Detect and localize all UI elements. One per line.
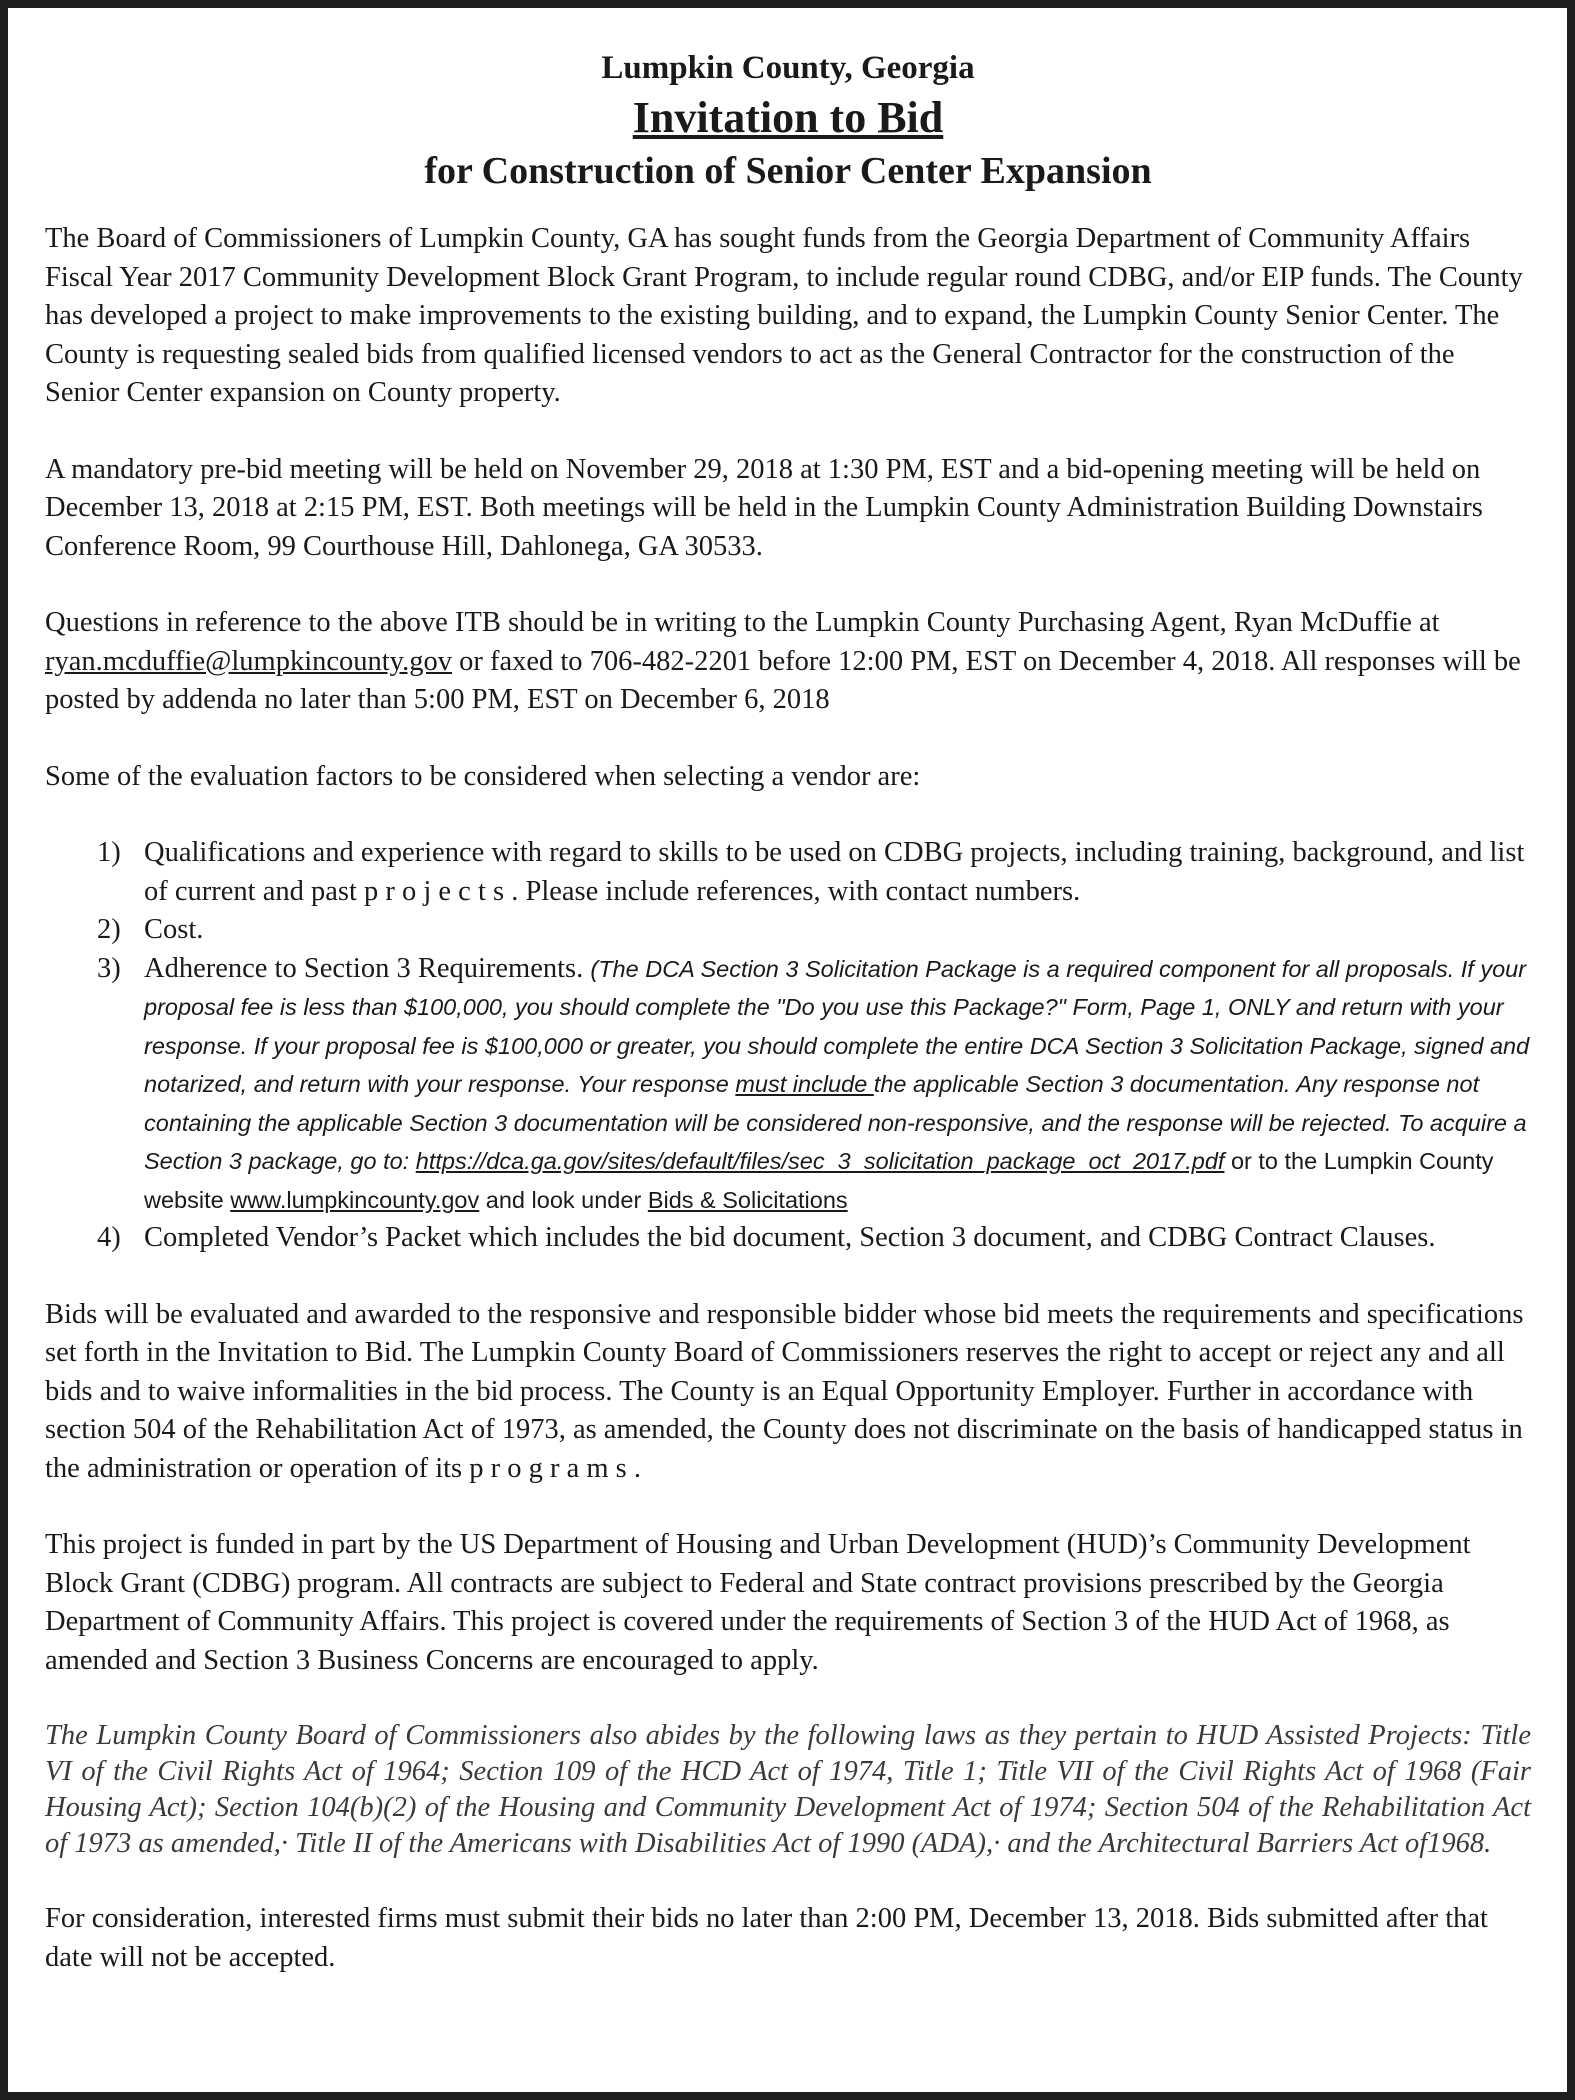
- dca-package-link[interactable]: https://dca.ga.gov/sites/default/files/sec_3_solicitation_package_oct_2017.pdf: [415, 1148, 1225, 1174]
- bids-solicitations-link[interactable]: Bids & Solicitations: [647, 1186, 848, 1213]
- questions-text-after: or faxed to 706-482-2201 before 12:00 PM, EST on December 4, 2018. All responses will be posted by addenda no later than 5:00 PM, EST on December 6, 2018: [45, 645, 1521, 715]
- list-text: Completed Vendor’s Packet which includes the bid document, Section 3 document, and CDBG Contract Clauses.: [144, 1222, 1436, 1253]
- list-number: 4): [97, 1222, 121, 1253]
- questions-paragraph: [45, 604, 1531, 720]
- list-item: [45, 1219, 1531, 1258]
- list-text: Qualifications and experience with regard to skills to be used on CDBG projects, including training, background, and list of current and past p r o j e c t s . Please include references, with contact numbers.: [144, 837, 1525, 907]
- list-number: 3): [97, 952, 121, 984]
- evaluation-paragraph: Bids will be evaluated and awarded to the responsive and responsible bidder whose bid meets the requirements and specifications set forth in the Invitation to Bid. The Lumpkin County Board of Commissioners reserves the right to accept or reject any and all bids and to waive informalities in the bid process. The County is an Equal Opportunity Employer. Further in accordance with section 504 of the Rehabilitation Act of 1973, as amended, the County does not discriminate on the basis of handicapped status in the administration or operation of its p r o g r a m s .: [45, 1298, 1524, 1484]
- section3-lead: Adherence to Section 3 Requirements.: [144, 952, 591, 984]
- county-website-link[interactable]: www.lumpkincounty.gov: [230, 1186, 480, 1213]
- laws-paragraph: The Lumpkin County Board of Commissioners also abides by the following laws as they pertain to HUD Assisted Projects: Title VI of the Civil Rights Act of 1964; Section 109 of the HCD Act of 1974, Title 1; Title VII of the Civil Rights Act of 1968 (Fair Housing Act); Section 104(b)(2) of the Housing and Community Development Act of 1974; Section 504 of the Rehabilitation Act of 1973 as amended,· Title II of the Americans with Disabilities Act of 1990 (ADA),· and the Architectural Barriers Act of1968.: [45, 1720, 1531, 1859]
- deadline-paragraph: For consideration, interested firms must submit their bids no later than 2:00 PM, December 13, 2018. Bids submitted after that date will not be accepted.: [45, 1903, 1488, 1973]
- intro-paragraph: The Board of Commissioners of Lumpkin County, GA has sought funds from the Georgia Department of Community Affairs Fiscal Year 2017 Community Development Block Grant Program, to include regular round CDBG, and/or EIP funds. The County has developed a project to make improvements to the existing building, and to expand, the Lumpkin County Senior Center. The County is requesting sealed bids from qualified licensed vendors to act as the General Contractor for the construction of the Senior Center expansion on County property.: [45, 223, 1523, 408]
- list-text: Cost.: [144, 914, 204, 945]
- must-include-text: must include: [735, 1071, 874, 1097]
- meetings-paragraph: A mandatory pre-bid meeting will be held on November 29, 2018 at 1:30 PM, EST and a bid-opening meeting will be held on December 13, 2018 at 2:15 PM, EST. Both meetings will be held in the Lumpkin County Administration Building Downstairs Conference Room, 99 Courthouse Hill, Dahlonega, GA 30533.: [45, 453, 1483, 562]
- questions-text-before: Questions in reference to the above ITB should be in writing to the Lumpkin County Purchasing Agent, Ryan McDuffie at: [45, 607, 1440, 638]
- county-heading: Lumpkin County, Georgia: [601, 50, 975, 86]
- section3-text-1: (The DCA Section 3 Solicitation Package is a required component for all proposals. If your proposal fee is less than $100,000, you should complete the "Do you use this Package?" Form, Page 1, ONLY and return with your response. If your proposal fee is $100,000 or greater, you should complete the entire DCA Section 3 Solicitation Package, signed and notarized, and return with your response. Your response: [144, 955, 1530, 1097]
- page-subtitle: for Construction of Senior Center Expansion: [424, 150, 1152, 192]
- section3-text-3: or to the Lumpkin County website: [144, 1148, 1494, 1213]
- page-title: Invitation to Bid: [632, 93, 944, 142]
- list-item: [45, 911, 1531, 950]
- list-number: 1): [97, 837, 121, 868]
- factors-intro: Some of the evaluation factors to be considered when selecting a vendor are:: [45, 760, 921, 792]
- section3-text-2: the applicable Section 3 documentation. Any response not containing the applicable Section 3 documentation will be considered non-responsive, and the response will be rejected. To acquire a Section 3 package, go to:: [144, 1071, 1527, 1174]
- list-number: 2): [97, 914, 121, 945]
- funding-paragraph: This project is funded in part by the US Department of Housing and Urban Development (HUD)’s Community Development Block Grant (CDBG) program. All contracts are subject to Federal and State contract provisions prescribed by the Georgia Department of Community Affairs. This project is covered under the requirements of Section 3 of the HUD Act of 1968, as amended and Section 3 Business Concerns are encouraged to apply.: [45, 1529, 1471, 1676]
- factors-list: [45, 834, 1531, 1258]
- email-link[interactable]: ryan.mcduffie@lumpkincounty.gov: [45, 645, 452, 677]
- section3-text-4: and look under: [479, 1186, 648, 1213]
- list-item: [45, 950, 1531, 1220]
- list-item: [45, 834, 1531, 911]
